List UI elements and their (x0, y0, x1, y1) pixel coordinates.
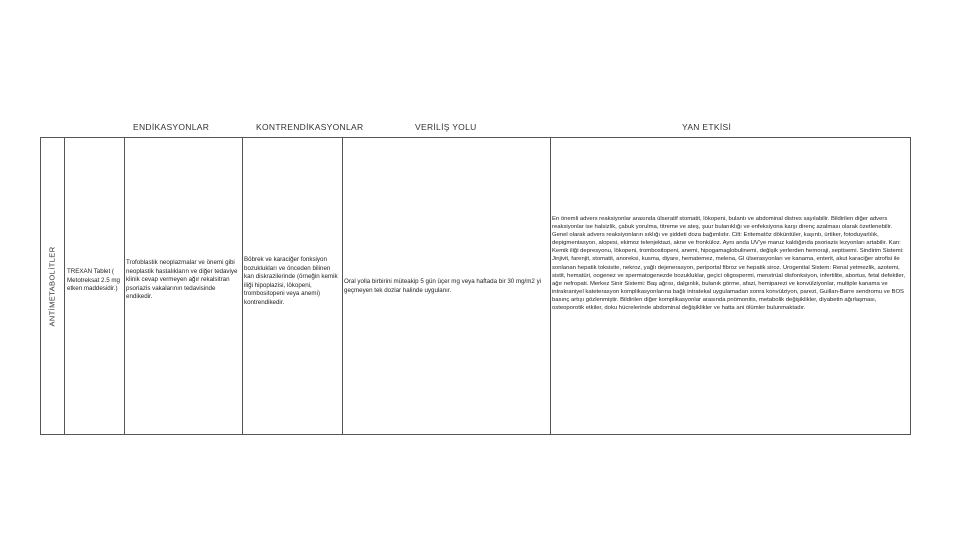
yan-etkisi-text: En önemli advers reaksiyonlar arasında ülseratif stomatit, lökopeni, bulantı ve abdominal distres sayılabilir. Bildirilen diğer advers reaksiyonlar ise halsizlik, çabuk yorulma, titreme ve ateş, şuur bulanıklığı ve enfeksiyona karşı direnç azalması olarak özetlenebilir. Genel olarak advers reaksiyonların sıklığı ve şiddeti doza bağımlıdır. Cilt: Eritematöz döküntüler, kaşıntı, ürtiker, fotoduyarlılık, depigmentasyon, alopesi, ekimoz telenjektazi, akne ve fronküloz. Aynı anda UV'ye maruz kaldığında psoriazis lezyonları artabilir. Kan: Kemik iliği depresyonu, lökopeni, trombositopeni, anemi, hipogamaglobulinemi, değişik yerlerden hemoraji, septisemi. Sindirim Sistemi: Jinjivit, farenjit, stomatit, anoreksi, kusma, diyare, hematemez, melena, GI ülserasyonları ve kanama, enterit, akut karaciğer atrofisi ile sonlanan hepatik toksisite, nekroz, yağlı dejenerasyon, periportal fibroz ve hepatik siroz. Urogenital Sistem: Renal yetmezlik, azotemi, sistit, hematüri, oogenez ve spermatogenezde bozukluklar, geçici oligospermi, menstrüal disfonksiyon, infertilite, abortus, fetal defektler, ağır nefropati. Merkez Sinir Sistemi: Baş ağrısı, dalgınlık, bulanık görme, afazi, hemiparezi ve konvülziyonlar, multiple kanama ve intrakraniyel kateterasyon komplikasyonlarına bağlı intratekal uygulamadan sonra konvülziyon, parezi, Guillan-Barre sendromu ve BOS basınç artışı gözlenmiştir. Bildirilen diğer komplikasyonlar arasında pnömonitis, metabolik değişiklikler, diyabetin ağırlaşması, osteoporotik etkiler, doku hücrelerinde abdominal değişiklikler ve hatta ani ölümler bulunmaktadır. (552, 216, 905, 312)
drug-name: TREXAN Tablet ( Metotreksat 2.5 mg etken maddesidir.) (67, 268, 120, 293)
header-yan-etkisi: YAN ETKİSİ (682, 122, 732, 132)
header-kontrendikasyonlar: KONTRENDİKASYONLAR (256, 122, 364, 132)
row-label: ANTİMETABOLİTLER (47, 246, 57, 327)
kontrendikasyonlar-text: Böbrek ve karaciğer fonksiyon bozuklukları ve önceden bilinen kan diskrazilerinde (örneğin kemik iliği hipoplazisi, lökopeni, trombositopeni veya anemi) kontrendikedir. (244, 256, 338, 306)
verilis-yolu-text: Oral yolla birbirini müteakip 5 gün üçer mg veya haftada bir 30 mg/m2 yi geçmeyen tek dozlar halinde uygulanır. (344, 278, 542, 294)
header-endikasyonlar: ENDİKASYONLAR (133, 122, 210, 132)
header-verilis-yolu: VERİLİŞ YOLU (415, 122, 477, 132)
endikasyonlar-text: Trofoblastik neoplazmalar ve önemi gibi neoplastik hastalıkların ve diğer tedaviye klinik cevap vermeyen ağır rekalsitran psoriazis vakalarının tedavisinde endikedir. (126, 259, 238, 301)
